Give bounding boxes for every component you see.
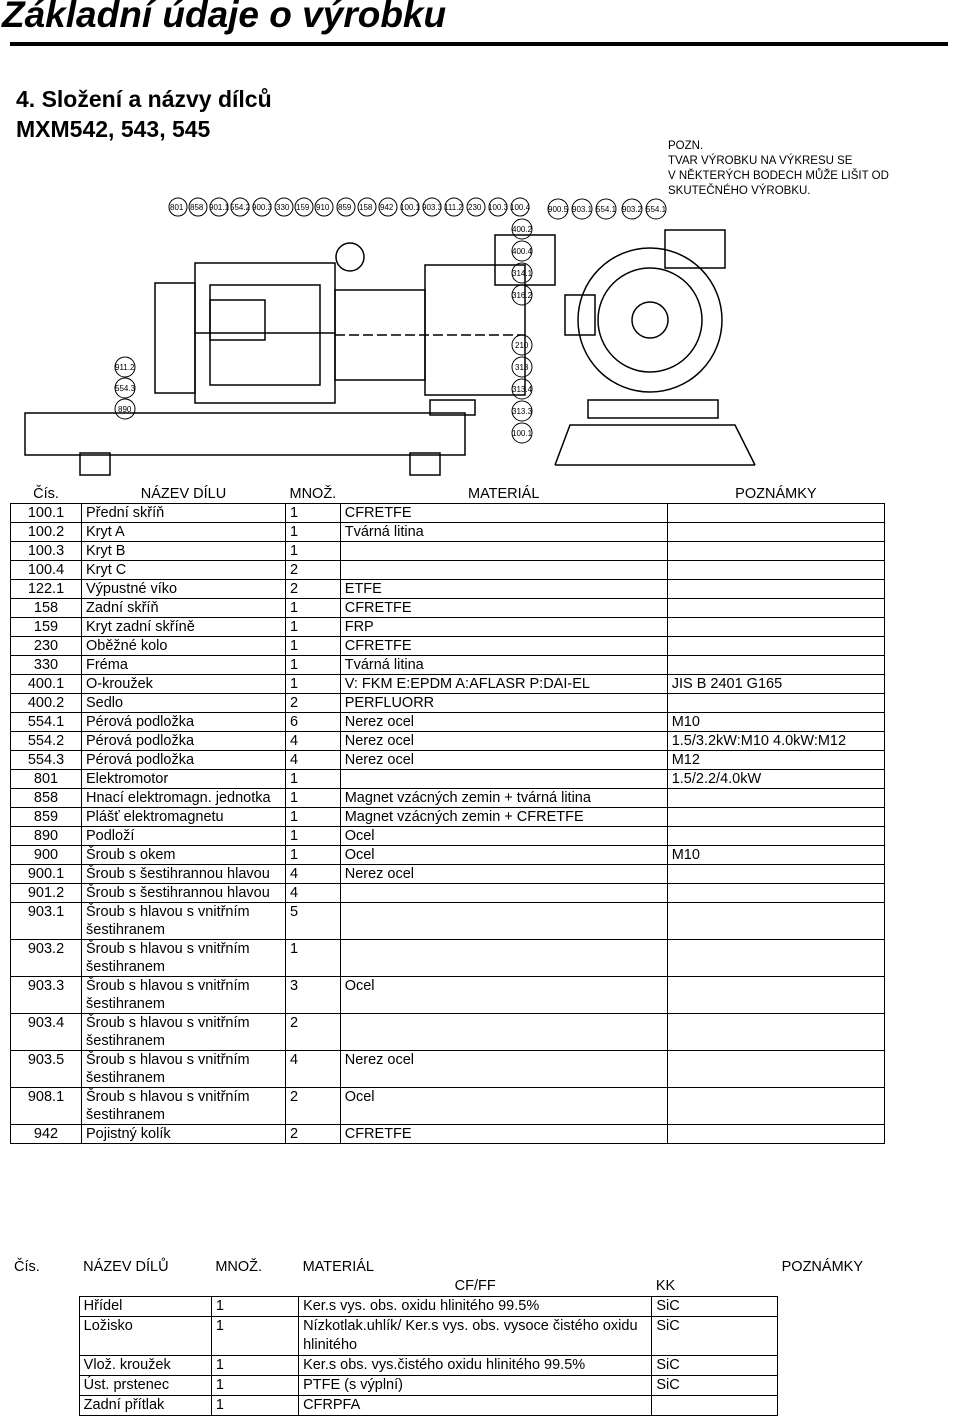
cell-part-name: Vlož. kroužek bbox=[79, 1356, 211, 1376]
cell-quantity: 2 bbox=[286, 1014, 341, 1051]
header-part-name: NÁZEV DÍLU bbox=[140, 486, 227, 502]
balloon-label: 858 bbox=[190, 203, 204, 212]
table-row bbox=[11, 827, 885, 846]
cell-number: 801 bbox=[11, 770, 82, 789]
balloon-label: 859 bbox=[338, 203, 352, 212]
balloon-label: 158 bbox=[359, 203, 373, 212]
cell-material-cfff: Ker.s obs. vys.čistého oxidu hlinitého 99.5% bbox=[299, 1356, 652, 1376]
model-list: MXM542, 543, 545 bbox=[16, 116, 211, 142]
cell-notes bbox=[778, 1376, 895, 1396]
table-row bbox=[11, 732, 885, 751]
balloon-label: 903.2 bbox=[622, 205, 643, 214]
subheader-kk: KK bbox=[655, 1278, 676, 1294]
cell-number: 903.5 bbox=[11, 1051, 82, 1088]
table-row bbox=[10, 1317, 895, 1356]
cell-material bbox=[340, 542, 667, 561]
balloon-label: 801 bbox=[170, 203, 184, 212]
parts-table bbox=[10, 485, 885, 1144]
pump-assembly-drawing bbox=[10, 195, 940, 480]
balloon-label: 314.1 bbox=[512, 269, 533, 278]
cell-quantity: 4 bbox=[286, 1051, 341, 1088]
cell-part-name: O-kroužek bbox=[82, 675, 286, 694]
header-notes: POZNÁMKY bbox=[781, 1259, 863, 1275]
cell-part-name: Pérová podložka bbox=[82, 713, 286, 732]
balloon-label: 210 bbox=[515, 341, 529, 350]
cell-quantity: 1 bbox=[286, 637, 341, 656]
balloon-label: 554.2 bbox=[230, 203, 251, 212]
table-subheader bbox=[10, 1277, 895, 1297]
cell-material: CFRETFE bbox=[340, 504, 667, 523]
subheader-cf-ff: CF/FF bbox=[454, 1278, 496, 1294]
cell-notes bbox=[778, 1297, 895, 1317]
table-row bbox=[11, 770, 885, 789]
cell-material: Ocel bbox=[340, 846, 667, 865]
balloon-label: 900.5 bbox=[548, 205, 569, 214]
cell-part-name: Kryt C bbox=[82, 561, 286, 580]
cell-number: 122.1 bbox=[11, 580, 82, 599]
cell-quantity: 1 bbox=[286, 523, 341, 542]
top-left-balloons bbox=[169, 198, 531, 216]
cell-quantity: 1 bbox=[211, 1376, 298, 1396]
table-row bbox=[11, 865, 885, 884]
cell-notes: M10 bbox=[667, 846, 884, 865]
cell-material bbox=[340, 561, 667, 580]
table-row bbox=[11, 1088, 885, 1125]
table-row bbox=[11, 977, 885, 1014]
cell-part-name: Přední skříň bbox=[82, 504, 286, 523]
cell-part-name: Šroub s hlavou s vnitřním šestihranem bbox=[82, 977, 286, 1014]
cell-quantity: 2 bbox=[286, 1125, 341, 1144]
cell-material-cfff: Ker.s vys. obs. oxidu hlinitého 99.5% bbox=[299, 1297, 652, 1317]
cell-number: 900.1 bbox=[11, 865, 82, 884]
cell-quantity: 1 bbox=[211, 1317, 298, 1356]
cell-part-name: Sedlo bbox=[82, 694, 286, 713]
cell-number: 400.2 bbox=[11, 694, 82, 713]
cell-quantity: 4 bbox=[286, 865, 341, 884]
balloon-label: 400.2 bbox=[512, 225, 533, 234]
cell-number: 230 bbox=[11, 637, 82, 656]
cell-notes bbox=[778, 1356, 895, 1376]
cell-notes bbox=[667, 1125, 884, 1144]
cell-number: 554.1 bbox=[11, 713, 82, 732]
cell-quantity: 2 bbox=[286, 1088, 341, 1125]
cell-quantity: 6 bbox=[286, 713, 341, 732]
balloon-label: 100.1 bbox=[512, 429, 533, 438]
cell-part-name: Šroub s hlavou s vnitřním šestihranem bbox=[82, 1051, 286, 1088]
table-row bbox=[11, 1051, 885, 1088]
cell-part-name: Hřídel bbox=[79, 1297, 211, 1317]
cell-number: 554.2 bbox=[11, 732, 82, 751]
cell-number: 158 bbox=[11, 599, 82, 618]
cell-quantity: 2 bbox=[286, 561, 341, 580]
balloon-label: 159 bbox=[296, 203, 310, 212]
balloon-label: 903.3 bbox=[422, 203, 443, 212]
cell-number: 100.4 bbox=[11, 561, 82, 580]
balloon-label: 316.2 bbox=[512, 291, 533, 300]
header-quantity: MNOŽ. bbox=[215, 1259, 263, 1275]
balloon-label: 901.1 bbox=[209, 203, 230, 212]
balloon-label: 330 bbox=[276, 203, 290, 212]
cell-notes bbox=[667, 504, 884, 523]
table-row bbox=[11, 694, 885, 713]
balloon-label: 313.4 bbox=[512, 385, 533, 394]
cell-notes bbox=[667, 542, 884, 561]
cell-number bbox=[10, 1297, 79, 1317]
note-line: TVAR VÝROBKU NA VÝKRESU SE bbox=[668, 155, 853, 167]
cell-material-cfff: CFRPFA bbox=[299, 1396, 652, 1416]
cell-material: CFRETFE bbox=[340, 599, 667, 618]
cell-part-name: Zadní skříň bbox=[82, 599, 286, 618]
cell-notes bbox=[667, 940, 884, 977]
cell-material: Ocel bbox=[340, 1088, 667, 1125]
balloon-label: 100.4 bbox=[510, 203, 531, 212]
cell-quantity: 1 bbox=[286, 770, 341, 789]
cell-material-kk: SiC bbox=[652, 1356, 778, 1376]
table-row bbox=[11, 940, 885, 977]
cell-number bbox=[10, 1317, 79, 1356]
cell-part-name: Zadní přítlak bbox=[79, 1396, 211, 1416]
cell-material: Magnet vzácných zemin + CFRETFE bbox=[340, 808, 667, 827]
cell-notes bbox=[667, 1051, 884, 1088]
cell-notes bbox=[667, 903, 884, 940]
section-title: 4. Složení a názvy dílců bbox=[16, 86, 272, 112]
cell-number: 859 bbox=[11, 808, 82, 827]
table-row bbox=[11, 1014, 885, 1051]
section-heading bbox=[16, 84, 272, 144]
header-number: Čís. bbox=[33, 486, 59, 502]
balloon-label: 100.1 bbox=[400, 203, 421, 212]
cell-material-cfff: PTFE (s výplní) bbox=[299, 1376, 652, 1396]
balloon-label: 100.3 bbox=[488, 203, 509, 212]
note-line: V NĚKTERÝCH BODECH MŮŽE LIŠIT OD bbox=[668, 170, 889, 182]
cell-notes bbox=[778, 1396, 895, 1416]
cell-notes bbox=[667, 884, 884, 903]
cell-quantity: 2 bbox=[286, 694, 341, 713]
cell-number: 159 bbox=[11, 618, 82, 637]
cell-part-name: Šroub s okem bbox=[82, 846, 286, 865]
cell-number: 900 bbox=[11, 846, 82, 865]
balloon-label: 911.2 bbox=[115, 363, 135, 372]
cell-notes bbox=[667, 808, 884, 827]
table-row bbox=[10, 1297, 895, 1317]
cell-material-kk: SiC bbox=[652, 1297, 778, 1317]
balloon-label: 313.3 bbox=[512, 407, 533, 416]
cell-material: CFRETFE bbox=[340, 637, 667, 656]
cell-part-name: Fréma bbox=[82, 656, 286, 675]
cell-part-name: Ložisko bbox=[79, 1317, 211, 1356]
cell-number: 908.1 bbox=[11, 1088, 82, 1125]
table-row bbox=[11, 580, 885, 599]
cell-part-name: Šroub s hlavou s vnitřním šestihranem bbox=[82, 1014, 286, 1051]
table-row bbox=[11, 808, 885, 827]
header-material: MATERIÁL bbox=[302, 1259, 375, 1275]
cell-notes bbox=[667, 580, 884, 599]
table-row bbox=[11, 789, 885, 808]
cell-quantity: 4 bbox=[286, 732, 341, 751]
cell-material: CFRETFE bbox=[340, 1125, 667, 1144]
cell-part-name: Elektromotor bbox=[82, 770, 286, 789]
cell-part-name: Výpustné víko bbox=[82, 580, 286, 599]
balloon-label: 313 bbox=[515, 363, 529, 372]
cell-notes: 1.5/3.2kW:M10 4.0kW:M12 bbox=[667, 732, 884, 751]
cell-part-name: Oběžné kolo bbox=[82, 637, 286, 656]
cell-material: Nerez ocel bbox=[340, 732, 667, 751]
cell-part-name: Podloží bbox=[82, 827, 286, 846]
cell-quantity: 1 bbox=[286, 542, 341, 561]
cell-part-name: Šroub s hlavou s vnitřním šestihranem bbox=[82, 903, 286, 940]
note-line: SKUTEČNÉHO VÝROBKU. bbox=[668, 185, 811, 197]
cell-material: V: FKM E:EPDM A:AFLASR P:DAI-EL bbox=[340, 675, 667, 694]
cell-material bbox=[340, 884, 667, 903]
cell-quantity: 1 bbox=[286, 618, 341, 637]
cell-number: 858 bbox=[11, 789, 82, 808]
right-column-balloons bbox=[512, 219, 533, 443]
cell-number: 100.3 bbox=[11, 542, 82, 561]
cell-number bbox=[10, 1356, 79, 1376]
cell-number: 890 bbox=[11, 827, 82, 846]
note-line: POZN. bbox=[668, 140, 704, 152]
table-row bbox=[11, 656, 885, 675]
balloon-labels bbox=[115, 198, 667, 443]
left-column-balloons bbox=[115, 357, 136, 419]
cell-material: Nerez ocel bbox=[340, 865, 667, 884]
cell-quantity: 1 bbox=[211, 1396, 298, 1416]
cell-quantity: 1 bbox=[286, 846, 341, 865]
top-right-balloons bbox=[548, 199, 667, 219]
cell-part-name: Šroub s hlavou s vnitřním šestihranem bbox=[82, 1088, 286, 1125]
table-row bbox=[10, 1376, 895, 1396]
cell-material: Nerez ocel bbox=[340, 1051, 667, 1088]
cell-number: 903.4 bbox=[11, 1014, 82, 1051]
cell-quantity: 2 bbox=[286, 580, 341, 599]
table-row bbox=[11, 1125, 885, 1144]
cell-material: Tvárná litina bbox=[340, 656, 667, 675]
table-row bbox=[11, 903, 885, 940]
table-row bbox=[11, 675, 885, 694]
cell-notes: JIS B 2401 G165 bbox=[667, 675, 884, 694]
table-header bbox=[10, 1258, 895, 1277]
cell-material: Magnet vzácných zemin + tvárná litina bbox=[340, 789, 667, 808]
cell-material-kk bbox=[652, 1396, 778, 1416]
page-title: Základní údaje o výrobku bbox=[2, 0, 447, 35]
cell-quantity: 1 bbox=[286, 940, 341, 977]
cell-number bbox=[10, 1396, 79, 1416]
cell-material-kk: SiC bbox=[652, 1376, 778, 1396]
balloon-label: 910 bbox=[316, 203, 330, 212]
table-row bbox=[11, 542, 885, 561]
materials-table bbox=[10, 1258, 895, 1416]
cell-notes bbox=[667, 1088, 884, 1125]
cell-quantity: 1 bbox=[211, 1356, 298, 1376]
header-quantity: MNOŽ. bbox=[289, 486, 337, 502]
cell-part-name: Hnací elektromagn. jednotka bbox=[82, 789, 286, 808]
table-header bbox=[11, 485, 885, 504]
cell-part-name: Plášť elektromagnetu bbox=[82, 808, 286, 827]
cell-number bbox=[10, 1376, 79, 1396]
cell-notes bbox=[667, 618, 884, 637]
cell-number: 554.3 bbox=[11, 751, 82, 770]
cell-material: Ocel bbox=[340, 977, 667, 1014]
cell-material: Ocel bbox=[340, 827, 667, 846]
cell-material: ETFE bbox=[340, 580, 667, 599]
cell-quantity: 1 bbox=[286, 656, 341, 675]
cell-part-name: Šroub s šestihrannou hlavou bbox=[82, 884, 286, 903]
cell-number: 400.1 bbox=[11, 675, 82, 694]
cell-material: Nerez ocel bbox=[340, 713, 667, 732]
cell-material: Nerez ocel bbox=[340, 751, 667, 770]
table-row bbox=[11, 637, 885, 656]
table-row bbox=[11, 561, 885, 580]
cell-quantity: 1 bbox=[211, 1297, 298, 1317]
balloon-label: 400.4 bbox=[512, 247, 533, 256]
cell-material bbox=[340, 903, 667, 940]
title-rule bbox=[10, 42, 948, 46]
balloon-label: 554.1 bbox=[646, 205, 667, 214]
table-row bbox=[11, 751, 885, 770]
cell-material bbox=[340, 1014, 667, 1051]
cell-material-cfff: Nízkotlak.uhlík/ Ker.s vys. obs. vysoce čistého oxidu hlinitého bbox=[299, 1317, 652, 1356]
balloon-label: 942 bbox=[380, 203, 394, 212]
cell-part-name: Úst. prstenec bbox=[79, 1376, 211, 1396]
cell-quantity: 1 bbox=[286, 504, 341, 523]
cell-notes bbox=[667, 637, 884, 656]
balloon-label: 890 bbox=[118, 405, 132, 414]
cell-number: 901.2 bbox=[11, 884, 82, 903]
cell-notes bbox=[667, 694, 884, 713]
cell-quantity: 1 bbox=[286, 599, 341, 618]
table-row bbox=[10, 1356, 895, 1376]
table-row bbox=[11, 618, 885, 637]
table-row bbox=[11, 713, 885, 732]
cell-notes: 1.5/2.2/4.0kW bbox=[667, 770, 884, 789]
cell-material bbox=[340, 770, 667, 789]
cell-notes bbox=[667, 561, 884, 580]
cell-part-name: Pérová podložka bbox=[82, 751, 286, 770]
cell-notes: M10 bbox=[667, 713, 884, 732]
cell-number: 942 bbox=[11, 1125, 82, 1144]
cell-quantity: 3 bbox=[286, 977, 341, 1014]
cell-quantity: 1 bbox=[286, 827, 341, 846]
table-row bbox=[11, 523, 885, 542]
balloon-label: 554.3 bbox=[115, 384, 136, 393]
cell-quantity: 4 bbox=[286, 884, 341, 903]
balloon-label: 230 bbox=[468, 203, 482, 212]
cell-notes: M12 bbox=[667, 751, 884, 770]
cell-number: 903.2 bbox=[11, 940, 82, 977]
header-part-names: NÁZEV DÍLŮ bbox=[83, 1259, 169, 1275]
table-row bbox=[11, 599, 885, 618]
balloon-label: 900.3 bbox=[252, 203, 273, 212]
cell-notes bbox=[667, 977, 884, 1014]
table-row bbox=[10, 1396, 895, 1416]
cell-part-name: Šroub s šestihrannou hlavou bbox=[82, 865, 286, 884]
cell-notes bbox=[667, 523, 884, 542]
cell-part-name: Kryt B bbox=[82, 542, 286, 561]
cell-quantity: 5 bbox=[286, 903, 341, 940]
cell-notes bbox=[667, 827, 884, 846]
header-number: Čís. bbox=[14, 1259, 40, 1275]
header-notes: POZNÁMKY bbox=[735, 486, 817, 502]
cell-notes bbox=[667, 1014, 884, 1051]
balloon-label: 903.1 bbox=[572, 205, 593, 214]
cell-part-name: Pérová podložka bbox=[82, 732, 286, 751]
cell-number: 100.2 bbox=[11, 523, 82, 542]
cell-part-name: Kryt A bbox=[82, 523, 286, 542]
cell-notes bbox=[667, 656, 884, 675]
cell-notes bbox=[667, 865, 884, 884]
cell-part-name: Kryt zadní skříně bbox=[82, 618, 286, 637]
cell-material-kk: SiC bbox=[652, 1317, 778, 1356]
cell-material: PERFLUORR bbox=[340, 694, 667, 713]
cell-material: FRP bbox=[340, 618, 667, 637]
cell-quantity: 4 bbox=[286, 751, 341, 770]
table-row bbox=[11, 504, 885, 523]
cell-number: 903.3 bbox=[11, 977, 82, 1014]
cell-quantity: 1 bbox=[286, 675, 341, 694]
cell-number: 903.1 bbox=[11, 903, 82, 940]
cell-notes bbox=[778, 1317, 895, 1356]
balloon-label: 111.2 bbox=[444, 203, 463, 212]
header-material: MATERIÁL bbox=[467, 486, 540, 502]
table-row bbox=[11, 884, 885, 903]
cell-part-name: Šroub s hlavou s vnitřním šestihranem bbox=[82, 940, 286, 977]
cell-part-name: Pojistný kolík bbox=[82, 1125, 286, 1144]
cell-material bbox=[340, 940, 667, 977]
cell-notes bbox=[667, 789, 884, 808]
cell-quantity: 1 bbox=[286, 789, 341, 808]
drawing-note bbox=[668, 139, 889, 199]
cell-notes bbox=[667, 599, 884, 618]
cell-number: 330 bbox=[11, 656, 82, 675]
cell-material: Tvárná litina bbox=[340, 523, 667, 542]
cell-quantity: 1 bbox=[286, 808, 341, 827]
table-row bbox=[11, 846, 885, 865]
cell-number: 100.1 bbox=[11, 504, 82, 523]
balloon-label: 554.1 bbox=[596, 205, 617, 214]
